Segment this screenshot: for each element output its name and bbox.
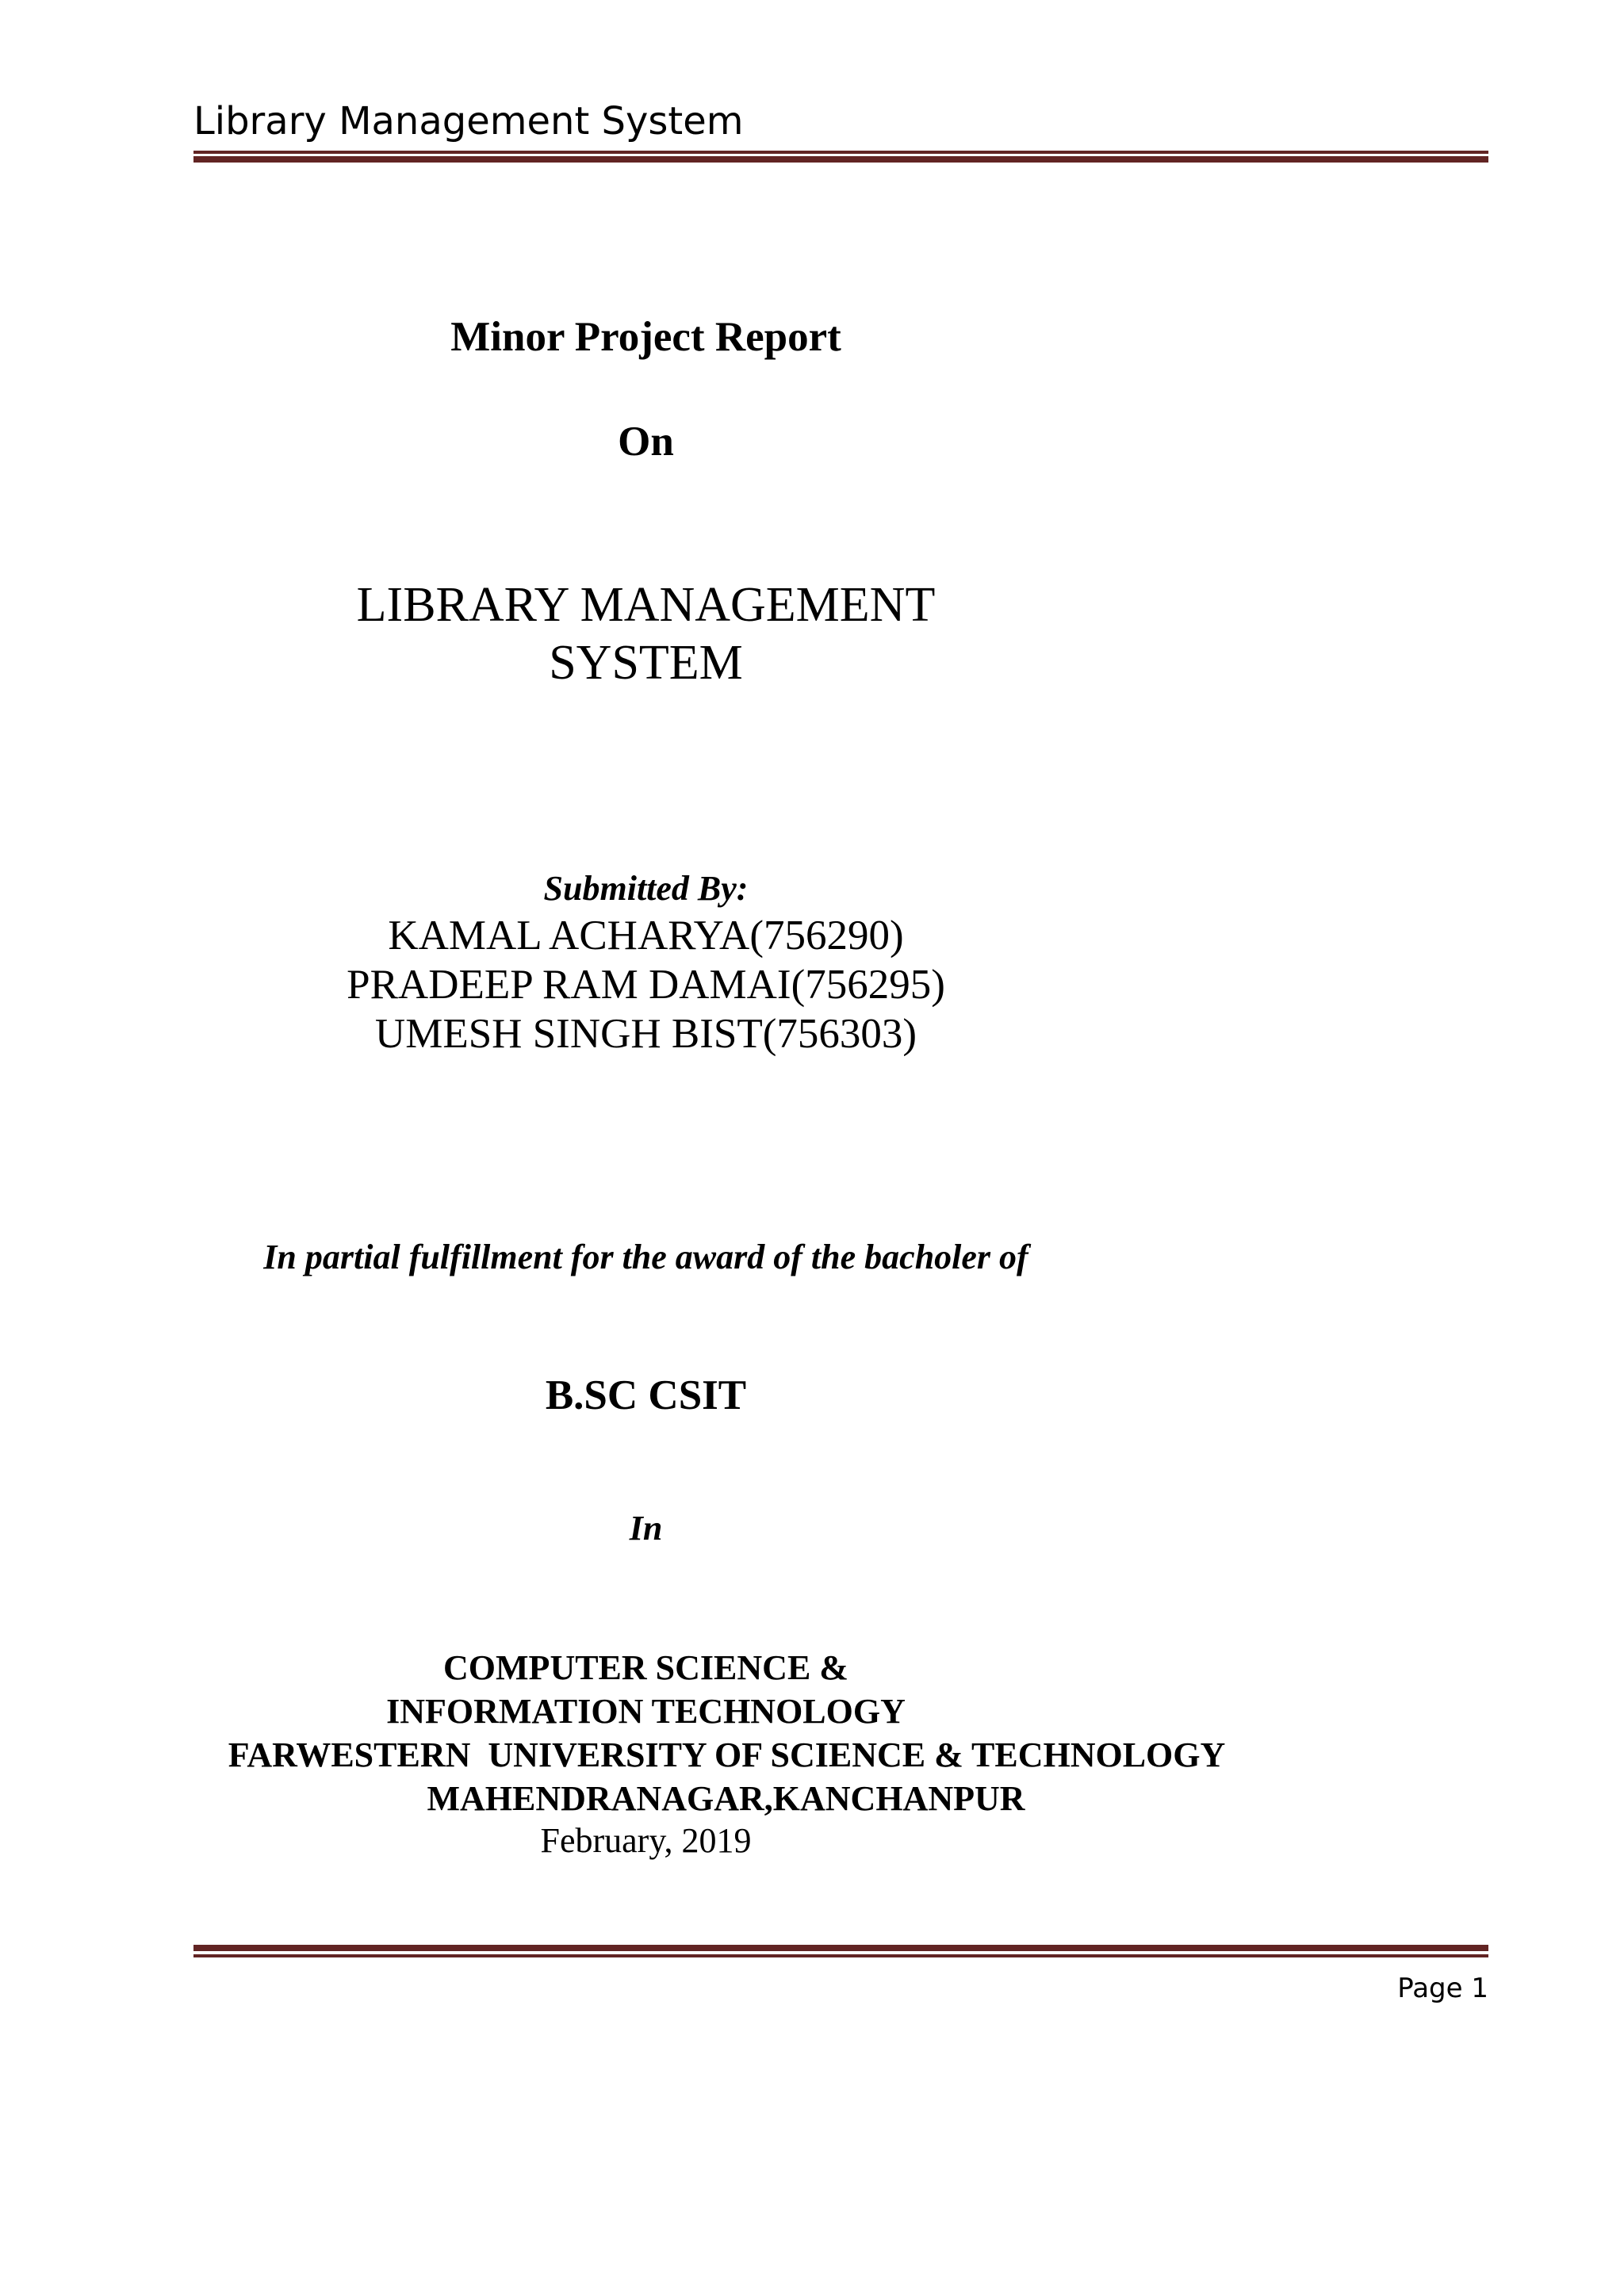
author-1: KAMAL ACHARYA(756290) xyxy=(388,913,904,959)
fulfillment-text: In partial fulfillment for the award of the bacholer of xyxy=(263,1238,1028,1276)
degree: B.SC CSIT xyxy=(545,1372,747,1418)
footer-rule-thin xyxy=(193,1954,1488,1957)
university-location: MAHENDRANAGAR,KANCHANPUR xyxy=(427,1779,1025,1818)
footer-rule-thick xyxy=(193,1945,1488,1951)
department-line-2: INFORMATION TECHNOLOGY xyxy=(386,1692,906,1731)
submission-date: February, 2019 xyxy=(540,1821,752,1860)
header-rule-thin xyxy=(193,151,1488,154)
on-label: On xyxy=(618,419,674,465)
department-line-1: COMPUTER SCIENCE & xyxy=(443,1648,848,1687)
project-title-line-2: SYSTEM xyxy=(549,636,743,690)
project-title-line-1: LIBRARY MANAGEMENT xyxy=(356,578,936,632)
submitted-by-label: Submitted By: xyxy=(543,869,749,908)
header-rule-thick xyxy=(193,156,1488,163)
running-header: Library Management System xyxy=(193,99,744,144)
author-3: UMESH SINGH BIST(756303) xyxy=(374,1011,917,1057)
author-2: PRADEEP RAM DAMAI(756295) xyxy=(347,962,945,1008)
in-label: In xyxy=(629,1509,663,1548)
university-name: FARWESTERN UNIVERSITY OF SCIENCE & TECHNOLOGY xyxy=(228,1735,1226,1774)
page-number: Page 1 xyxy=(1397,1973,1488,2004)
report-type: Minor Project Report xyxy=(450,314,841,360)
